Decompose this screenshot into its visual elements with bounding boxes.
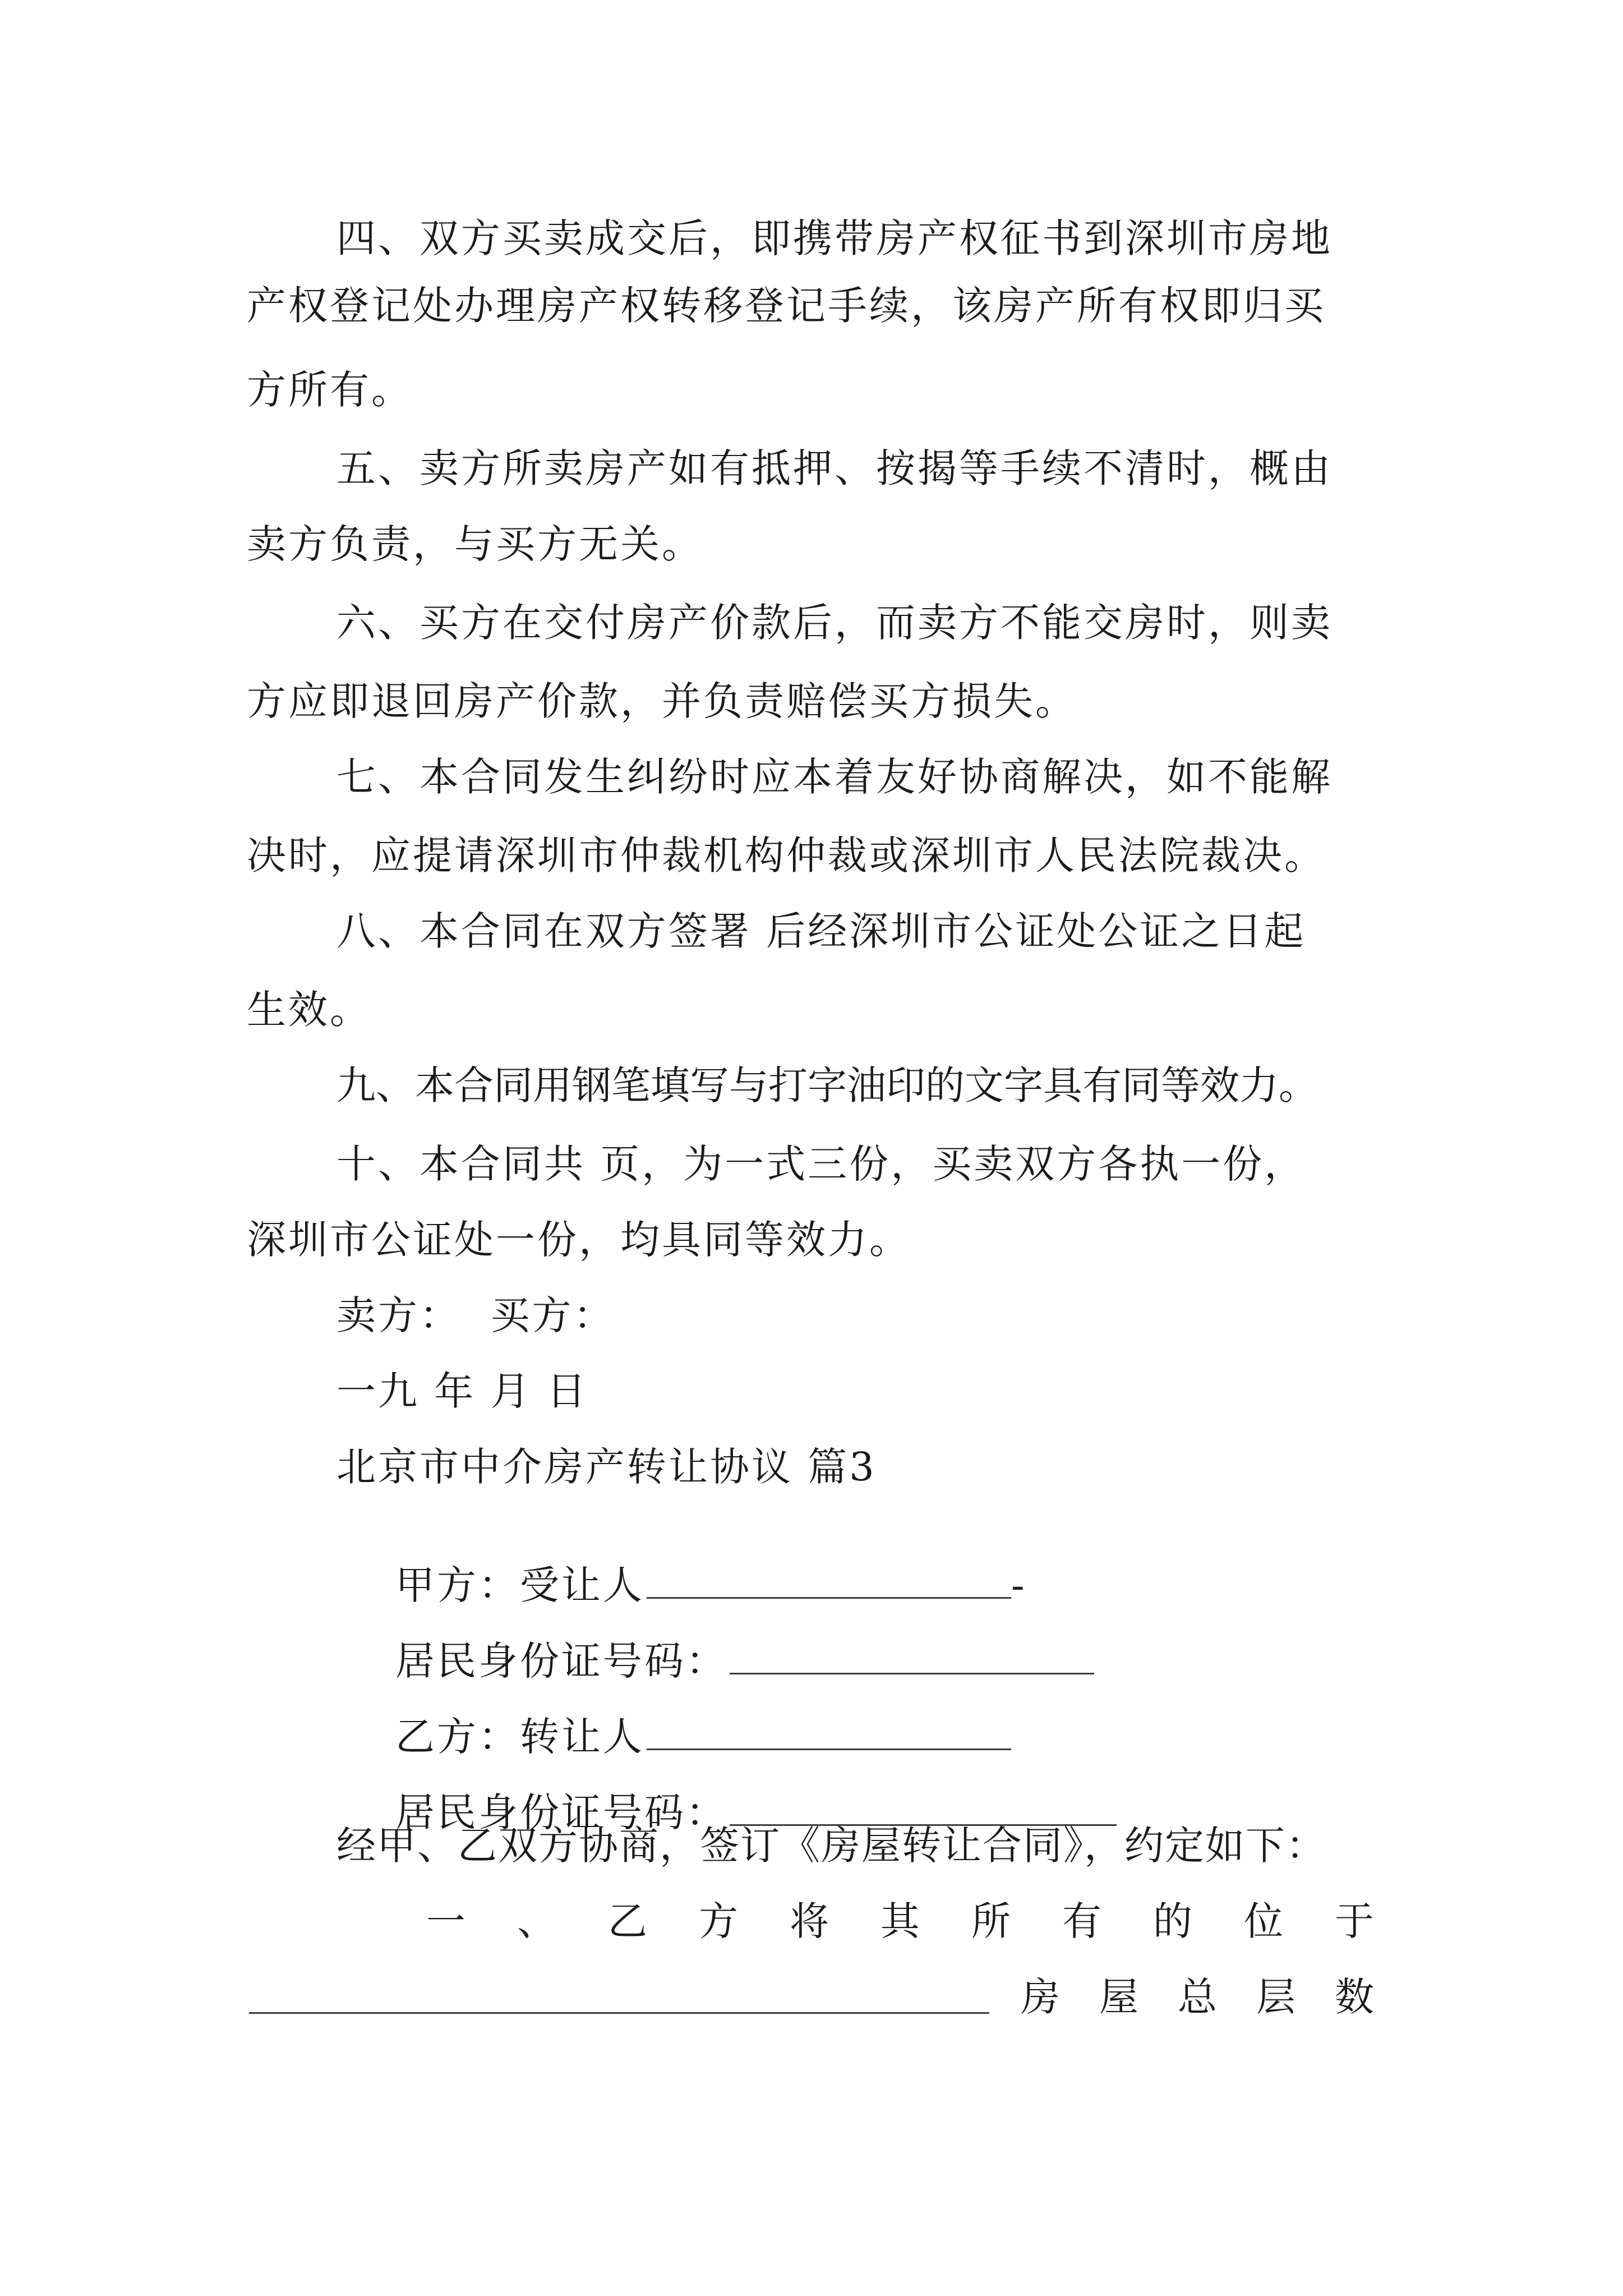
- party-b-id-label: 居民身份证号码：: [395, 1789, 728, 1835]
- location-blank[interactable]: [249, 1977, 989, 2014]
- party-a-label: 甲方：受让人: [395, 1562, 645, 1608]
- clause-1-tail-char: 屋: [1099, 1974, 1138, 2020]
- clause-1-tail-char: 房: [1021, 1974, 1060, 2020]
- paragraph-4-line-2: 产权登记处办理房产权转移登记手续，该房产所有权即归买: [247, 283, 1326, 329]
- clause-1-char: 方: [699, 1898, 738, 1944]
- clause-1-char: 一: [426, 1898, 465, 1944]
- party-b-label: 乙方：转让人: [395, 1714, 645, 1760]
- paragraph-8-line-1: 八、本合同在双方签署 后经深圳市公证处公证之日起: [336, 908, 1306, 954]
- clause-1-char: 其: [880, 1898, 920, 1944]
- signature-date: 一九 年 月 日: [336, 1368, 588, 1414]
- paragraph-8-line-2: 生效。: [247, 987, 371, 1033]
- clause-1-char: 于: [1335, 1898, 1374, 1944]
- section-title: 北京市中介房产转让协议 篇3: [336, 1444, 877, 1490]
- paragraph-6-line-1: 六、买方在交付房产价款后，而卖方不能交房时，则卖: [336, 600, 1332, 646]
- party-a-id-blank[interactable]: [730, 1638, 1094, 1674]
- party-b-id-blank[interactable]: [730, 1789, 1117, 1826]
- clause-1-line-1: [426, 1898, 1374, 1944]
- paragraph-10-line-2: 深圳市公证处一份，均具同等效力。: [247, 1217, 911, 1263]
- paragraph-6-line-2: 方应即退回房产价款，并负责赔偿买方损失。: [247, 678, 1077, 724]
- paragraph-10-line-1: 十、本合同共 页，为一式三份，买卖双方各执一份，: [336, 1141, 1306, 1187]
- paragraph-7-line-2: 决时，应提请深圳市仲裁机构仲裁或深圳市人民法院裁决。: [247, 832, 1326, 878]
- party-a-blank[interactable]: [647, 1562, 1011, 1599]
- paragraph-7-line-1: 七、本合同发生纠纷时应本着友好协商解决，如不能解: [336, 754, 1332, 800]
- clause-1-char: 的: [1153, 1898, 1192, 1944]
- paragraph-4-line-3: 方所有。: [247, 367, 413, 413]
- clause-1-line-2-tail: [1021, 1974, 1374, 2020]
- clause-1-char: 、: [517, 1898, 556, 1944]
- agreement-intro: 经甲、乙双方协商，签订《房屋转让合同》，约定如下：: [336, 1823, 1326, 1869]
- party-b-blank[interactable]: [647, 1714, 1011, 1750]
- clause-1-char: 乙: [608, 1898, 647, 1944]
- party-a-id-label: 居民身份证号码：: [395, 1638, 728, 1684]
- paragraph-4-line-1: 四、双方买卖成交后，即携带房产权征书到深圳市房地: [336, 215, 1332, 261]
- clause-1-tail-char: 总: [1178, 1974, 1217, 2020]
- clause-1-char: 位: [1244, 1898, 1283, 1944]
- clause-1-tail-char: 层: [1256, 1974, 1295, 2020]
- clause-1-char: 所: [971, 1898, 1011, 1944]
- signature-parties: 卖方： 买方：: [336, 1292, 615, 1338]
- paragraph-5-line-2: 卖方负责，与买方无关。: [247, 521, 703, 567]
- paragraph-9-line-1: 九、本合同用钢笔填写与打字油印的文字具有同等效力。: [336, 1062, 1318, 1108]
- clause-1-tail-char: 数: [1335, 1974, 1374, 2020]
- clause-1-char: 有: [1062, 1898, 1101, 1944]
- paragraph-5-line-1: 五、卖方所卖房产如有抵押、按揭等手续不清时，概由: [336, 445, 1332, 491]
- clause-1-char: 将: [790, 1898, 829, 1944]
- party-a-dash: -: [1011, 1562, 1027, 1608]
